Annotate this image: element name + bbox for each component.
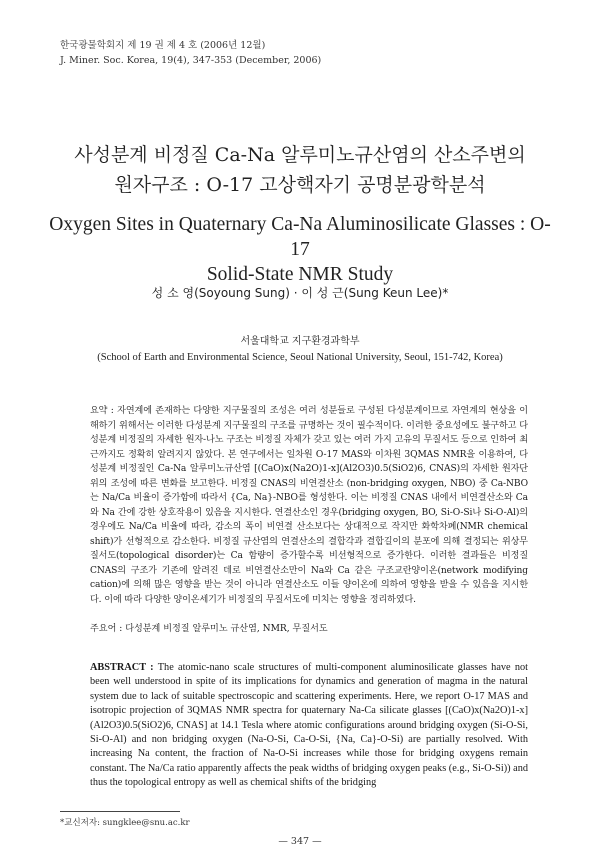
abstract-korean-label: 요약 : xyxy=(90,406,118,416)
title-korean xyxy=(40,140,560,200)
corresponding-author-footnote: *교신저자: sungklee@snu.ac.kr xyxy=(60,818,190,828)
journal-line-en: J. Miner. Soc. Korea, 19(4), 347-353 (December, 2006) xyxy=(60,55,322,66)
page-number: — 347 — xyxy=(278,836,322,847)
title-english-line2: Solid-State NMR Study xyxy=(206,264,394,285)
abstract-english-text: The atomic-nano scale structures of multi-component aluminosilicate glasses have not been well understood in spite of its implications for dynamics and generation of magma in the natural system due to lack of suitable spectroscopic and scattering experiments. Here, we report O-17 MAS and isotropic projection of 3QMAS NMR spectra for quaternary Na-Ca silicate glasses [(CaO)x(Na2O)1-x](Al2O3)0.5(SiO2)6, CNAS] at 14.1 Tesla where atomic configurations around bridging oxygen (Si-O-Si, Si-O-Al) and non bridging oxygen (Na-O-Si, Ca-O-Si, {Na, Ca}-O-Si) are partially resolved. With increasing Na content, the fraction of Na-O-Si increases while those for bridging oxygens remain constant. The Na/Ca ratio apparently affects the peak widths of bridging oxygen peaks (e.g., Si-O-Si)) and thus the topological entropy as well as chemical shifts of the bridging xyxy=(90,662,528,789)
keywords-korean xyxy=(90,622,528,636)
affiliation xyxy=(40,334,560,366)
footnote-divider xyxy=(60,811,180,812)
authors: 성 소 영(Soyoung Sung) · 이 성 근(Sung Keun Lee)* xyxy=(151,286,449,300)
title-korean-line2: 원자구조 : O-17 고상핵자기 공명분광학분석 xyxy=(114,174,486,196)
title-korean-line1: 사성분계 비정질 Ca-Na 알루미노규산염의 산소주변의 xyxy=(74,144,526,166)
affiliation-english: (School of Earth and Environmental Science, Seoul National University, Seoul, 151-742, Korea) xyxy=(97,352,503,363)
abstract-english-label: ABSTRACT : xyxy=(90,662,158,673)
abstract-korean-text: 자연계에 존재하는 다양한 지구물질의 조성은 여러 성분들로 구성된 다성분계이므로 자연계의 현상을 이해하기 위해서는 이러한 다성분계 지구물질의 구조를 규명하는 것이 필수적이다. 이러한 중요성에도 불구하고 다성분계 비정질의 자세한 원자-나노 구조는 비정질 자체가 갖고 있는 여러 가지 고유의 무질서도 등으로 인하여 최근까지도 정확히 알려지지 않았다. 본 연구에서는 일차원 O-17 MAS와 이차원 3QMAS NMR을 이용하여, 다성분계 비정질인 Ca-Na 알루미노규산염 [(CaO)x(Na2O)1-x](Al2O3)0.5(SiO2)6, CNAS)의 자세한 원자단위의 조성에 따른 변화를 보고한다. 비정질 CNAS의 비연결산소 (non-bridging oxygen, NBO) 중 Ca-NBO는 Na/Ca 비율이 증가함에 따라서 {Ca, Na}-NBO를 형성한다. 이는 비정질 CNAS 내에서 비연결산소와 Ca와 Na 간에 강한 상호작용이 있음을 지시한다. 연결산소인 경우(bridging oxygen, BO, Si-O-Si나 Si-O-Al)의 경우에도 Na/Ca 비율에 따라, 감소의 폭이 비연결 산소보다는 상대적으로 작지만 화학차폐(NMR chemical shift)가 선형적으로 감소한다. 비정질 규산염의 연결산소의 결합각과 결합길이의 분포에 의해 결정되는 위상무질서도(topological disorder)는 Ca 함량이 증가할수록 비선형적으로 증가한다. 이러한 결과들은 비정질 CNAS의 구조가 기존에 알려진 데로 비연결산소만이 Na와 Ca 같은 구조교란양이온(network modifying cation)에 의해 많은 영향을 받는 것이 아니라 연결산소도 이들 양이온에 의하여 영향을 받을 수 있음을 지시한다. 이에 따라 다양한 양이온세기가 비정질의 무질서도에 미치는 영향을 정리하였다. xyxy=(90,406,528,605)
title-english xyxy=(40,212,560,287)
affiliation-korean: 서울대학교 지구환경과학부 xyxy=(240,336,360,347)
abstract-korean xyxy=(90,404,528,607)
journal-line-ko: 한국광물학회지 제 19 권 제 4 호 (2006년 12월) xyxy=(60,40,266,51)
keywords-label: 주요어 : xyxy=(90,624,126,634)
keywords-text: 다성분계 비정질 알루미노 규산염, NMR, 무질서도 xyxy=(125,624,328,634)
journal-header xyxy=(60,38,321,68)
title-english-line1: Oxygen Sites in Quaternary Ca-Na Aluminosilicate Glasses : O-17 xyxy=(49,214,551,260)
abstract-english xyxy=(90,661,528,791)
